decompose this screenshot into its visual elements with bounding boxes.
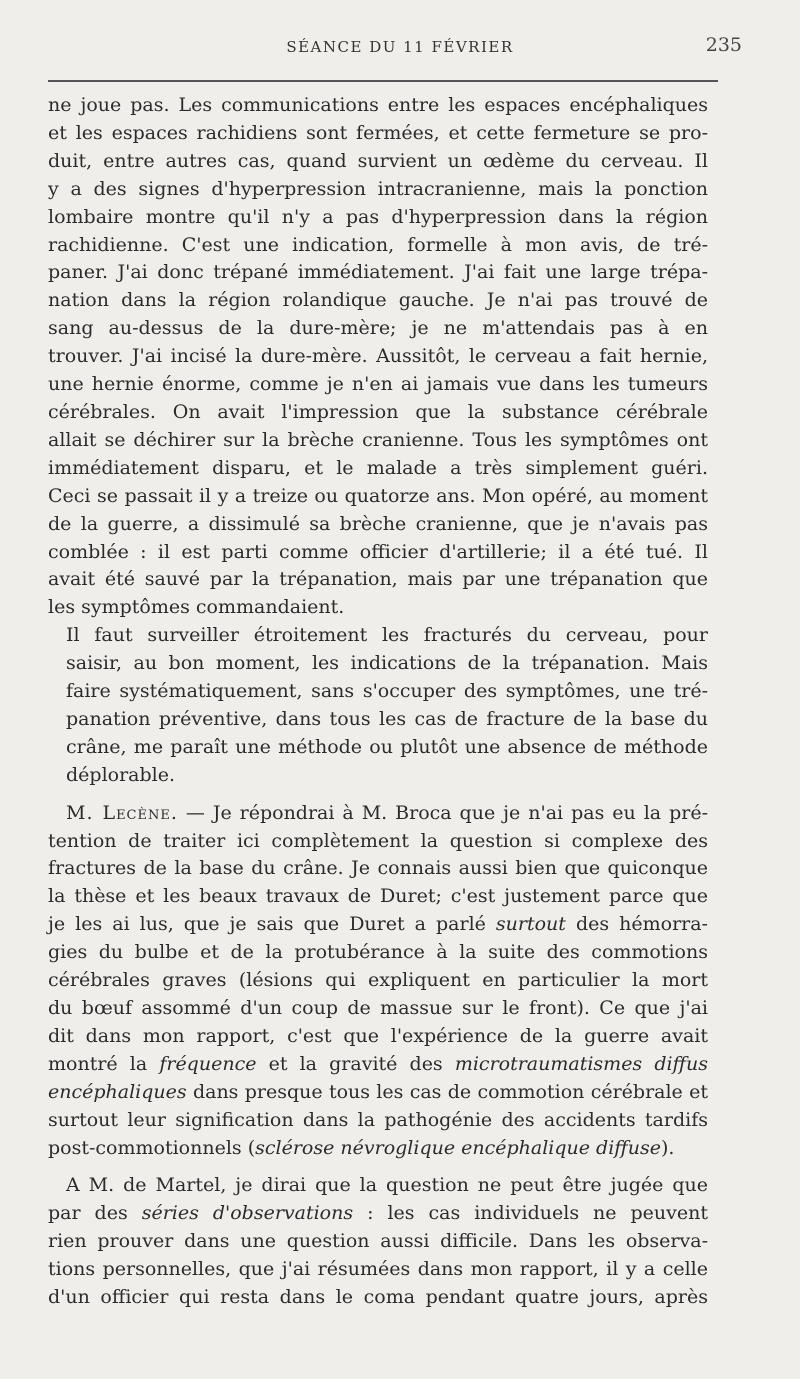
paragraph <box>48 92 708 622</box>
emphasis: encéphaliques <box>48 1080 187 1103</box>
text-line: nation dans la région rolandique gauche. Je n'ai pas trouvé de <box>48 289 708 312</box>
running-title: SÉANCE DU 11 FÉVRIER <box>286 38 514 56</box>
emphasis: sclérose névroglique encéphalique diffuse <box>255 1136 661 1159</box>
text-line: y a des signes d'hyperpression intracranienne, mais la ponction <box>48 177 708 200</box>
text-line: cérébrales. On avait l'impression que la substance cérébrale <box>48 400 708 423</box>
paragraph: A M. de Martel, je dirai que la question ne peut être jugée que par des séries d'observations : les cas individuels ne peuvent rien prouver dans une question aussi difficile. Dans les observa- tions personnelles, que j'ai résumées dans mon rapport, il y a celle d'un officier qui resta dans le coma pendant quatre jours, après <box>48 1174 709 1309</box>
text-line: saisir, au bon moment, les indications de la trépanation. Mais <box>66 652 708 675</box>
text-line: Ceci se passait il y a treize ou quatorze ans. Mon opéré, au moment <box>48 484 708 507</box>
page-number: 235 <box>705 34 742 56</box>
text-line: sang au-dessus de la dure-mère; je ne m'attendais pas à en <box>48 317 708 340</box>
text-line: faire systématiquement, sans s'occuper des symptômes, une tré- <box>66 680 708 703</box>
text-line: rachidienne. C'est une indication, formelle à mon avis, de tré- <box>48 233 708 256</box>
text-line: comblée : il est parti comme officier d'artillerie; il a été tué. Il <box>48 540 708 563</box>
text-line: et les espaces rachidiens sont fermées, et cette fermeture se pro- <box>48 121 708 144</box>
paragraph: M. Lecène. — Je répondrai à M. Broca que je n'ai pas eu la pré- tention de traiter ici complètement la question si complexe des fractures de la base du crâne. Je connais aussi bien que quiconque la thèse et les beaux travaux de Duret; c'est justement parce que je les ai lus, que je sais que Duret a parlé surtout des hémorra- gies du bulbe et de la protubérance à la suite des commotions cérébrales graves (lésions qui expliquent en particulier la mort du bœuf assommé d'un coup de massue sur le front). Ce que j'ai dit dans mon rapport, c'est que l'expérience de la guerre avait montré la fréquence et la gravité des microtraumatismes diffus encéphaliques dans presque tous les cas de commotion cérébrale et surtout leur signification dans la pathogénie des accidents tardifs post-commotionnels (sclérose névroglique encéphalique diffuse). <box>48 801 709 1159</box>
header-rule <box>48 80 718 82</box>
speaker-name: M. Lecène. <box>66 801 178 824</box>
text-line: allait se déchirer sur la brèche cranienne. Tous les symptômes ont <box>48 428 708 451</box>
text-line: trouver. J'ai incisé la dure-mère. Aussitôt, le cerveau a fait hernie, <box>48 345 708 368</box>
text-line: les symptômes commandaient. <box>48 596 345 619</box>
text-line: de la guerre, a dissimulé sa brèche cranienne, que je n'avais pas <box>48 512 708 535</box>
text-line: ne joue pas. Les communications entre les espaces encéphaliques <box>48 94 708 116</box>
text-line: paner. J'ai donc trépané immédiatement. J'ai fait une large trépa- <box>48 261 708 284</box>
text-line: une hernie énorme, comme je n'en ai jamais vue dans les tumeurs <box>48 373 708 396</box>
emphasis: surtout <box>495 913 566 936</box>
emphasis: microtraumatismes diffus <box>454 1052 709 1075</box>
emphasis: séries d'observations <box>141 1202 354 1225</box>
text-line: lombaire montre qu'il n'y a pas d'hyperpression dans la région <box>48 205 708 228</box>
paragraph <box>48 622 708 789</box>
text-line: déplorable. <box>66 763 176 786</box>
text-line: duit, entre autres cas, quand survient un œdème du cerveau. Il <box>48 149 708 172</box>
emphasis: fréquence <box>159 1052 257 1075</box>
text-line: crâne, me paraît une méthode ou plutôt une absence de méthode <box>66 735 708 758</box>
running-header <box>48 34 752 64</box>
text-line: avait été sauvé par la trépanation, mais par une trépanation que <box>48 568 708 591</box>
text-line: immédiatement disparu, et le malade a très simplement guéri. <box>48 456 708 479</box>
body-text <box>48 92 708 1312</box>
text-line: Il faut surveiller étroitement les fracturés du cerveau, pour <box>66 624 708 647</box>
text-line: panation préventive, dans tous les cas de fracture de la base du <box>66 707 708 730</box>
